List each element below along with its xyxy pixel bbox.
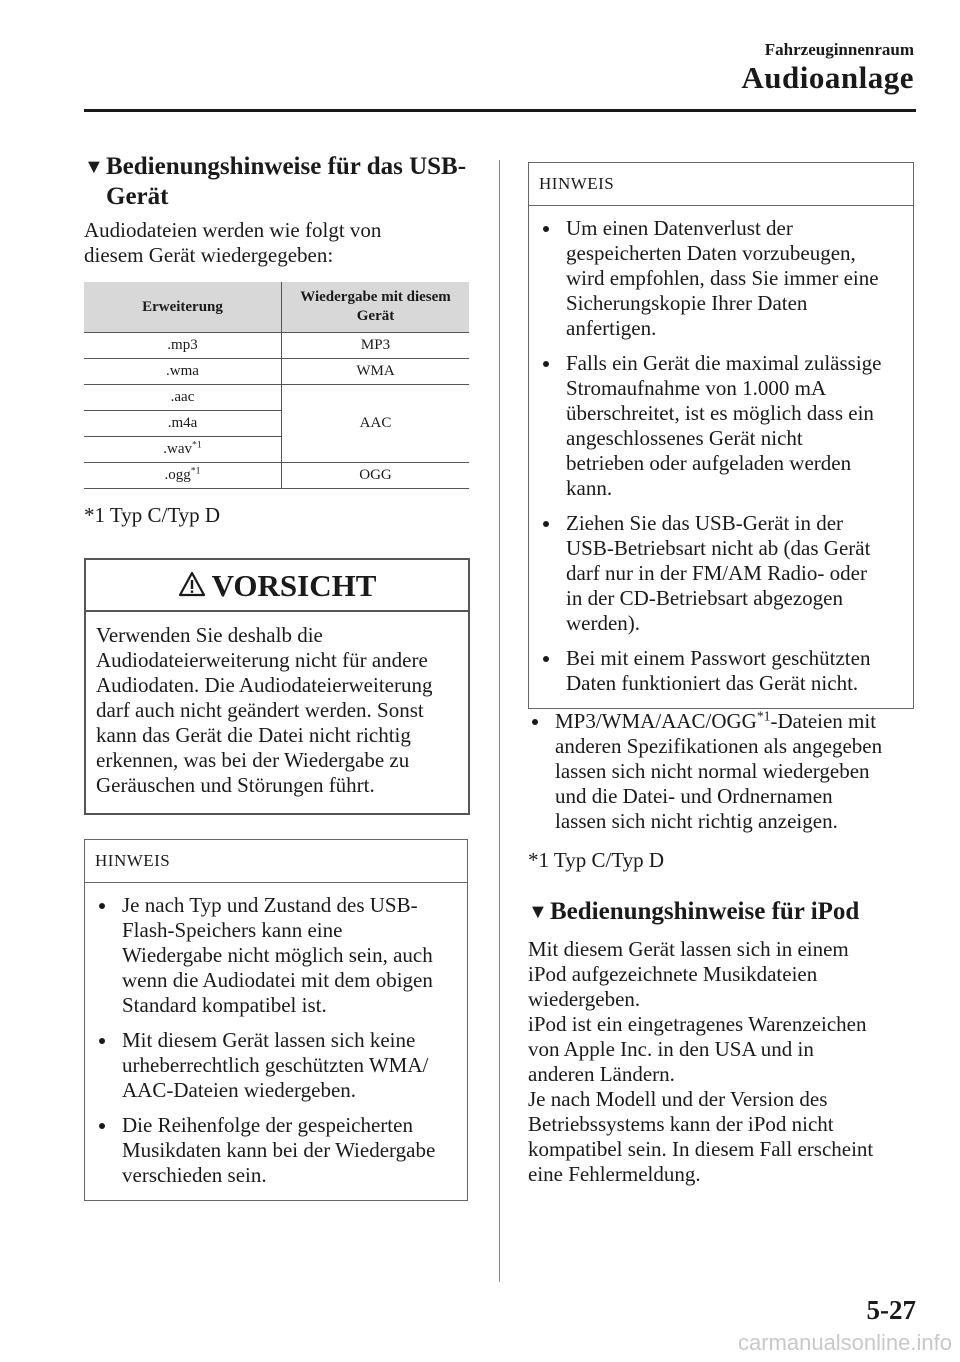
table-cell-extension: .wma (84, 359, 282, 385)
ipod-line: Je nach Modell und der Version des (528, 1087, 828, 1111)
list-item (539, 216, 905, 341)
table-cell-playback: WMA (282, 359, 470, 385)
table-cell-extension (84, 437, 282, 463)
note-line: urheberrechtlich geschützten WMA/ (122, 1053, 429, 1077)
page-title: Audioanlage (741, 60, 914, 95)
ipod-line: kompatibel sein. In diesem Fall erscheint (528, 1137, 874, 1161)
note-line: Wiedergabe nicht möglich sein, auch (122, 943, 433, 967)
column-divider (499, 160, 500, 1282)
ipod-line: Betriebssystems kann der iPod nicht (528, 1112, 834, 1136)
header-section-label: Fahrzeuginnenraum (764, 40, 914, 59)
bullet-dot-icon (543, 656, 549, 662)
col-header-extension: Erweiterung (84, 282, 282, 333)
bullet-dot-icon (532, 719, 538, 725)
note-line: anfertigen. (566, 316, 657, 340)
note-line: Stromaufnahme von 1.000 mA (566, 376, 827, 400)
list-item (95, 1113, 459, 1188)
footnote-marker: *1 (192, 439, 202, 451)
usb-intro-line: diesem Gerät wiedergegeben: (84, 243, 334, 267)
note-body (529, 206, 913, 708)
spec-line: lassen sich nicht normal wiedergeben (555, 759, 870, 783)
caution-line: Audiodateierweiterung nicht für andere (96, 648, 428, 672)
ipod-line: iPod aufgezeichnete Musikdateien (528, 962, 818, 986)
table-row (84, 333, 469, 359)
note-line: Um einen Datenverlust der (566, 216, 793, 240)
extension-text: .ogg (164, 467, 191, 483)
caution-line: Geräuschen und Störungen führt. (96, 773, 375, 797)
table-footnote: *1 Typ C/Typ D (84, 503, 221, 527)
spec-footnote: *1 Typ C/Typ D (528, 848, 665, 872)
caution-line: Verwenden Sie deshalb die (96, 623, 323, 647)
right-column (528, 162, 914, 1187)
bullet-dot-icon (543, 521, 549, 527)
note-line: Falls ein Gerät die maximal zulässige (566, 351, 882, 375)
note-line: USB-Betriebsart nicht ab (das Gerät (566, 536, 871, 560)
list-item (539, 511, 905, 636)
note-line: Sicherungskopie Ihrer Daten (566, 291, 808, 315)
note-line: verschieden sein. (122, 1163, 267, 1187)
list-item (95, 1028, 459, 1103)
ipod-section-heading (528, 897, 914, 927)
table-cell-playback: MP3 (282, 333, 470, 359)
bullet-dot-icon (99, 1038, 105, 1044)
note-box-left (84, 839, 468, 1201)
note-line: Musikdaten kann bei der Wiedergabe (122, 1138, 436, 1162)
note-line: werden). (566, 611, 641, 635)
note-line: Bei mit einem Passwort geschützten (566, 646, 871, 670)
table-cell-playback: OGG (282, 463, 470, 489)
spec-bullet-list (528, 709, 914, 834)
table-cell-playback: AAC (282, 385, 470, 463)
caution-line: erkennen, was bei der Wiedergabe zu (96, 748, 410, 772)
note-line: Mit diesem Gerät lassen sich keine (122, 1028, 416, 1052)
bullet-dot-icon (99, 1123, 105, 1129)
spec-line: anderen Spezifikationen als angegeben (555, 734, 883, 758)
triangle-bullet-icon: ▼ (84, 156, 104, 178)
note-title: HINWEIS (85, 840, 467, 883)
usb-intro-line: Audiodateien werden wie folgt von (84, 218, 382, 242)
list-item (95, 893, 459, 1018)
note-line: AAC-Dateien wiedergeben. (122, 1078, 357, 1102)
note-line: überschreitet, ist es möglich dass ein (566, 401, 874, 425)
caution-line: darf auch nicht geändert werden. Sonst (96, 698, 424, 722)
usb-section-heading (84, 152, 470, 212)
note-title: HINWEIS (529, 163, 913, 206)
caution-body (86, 612, 468, 813)
caution-line: Audiodaten. Die Audiodateierweiterung (96, 673, 433, 697)
spec-line: und die Datei- und Ordnernamen (555, 784, 833, 808)
ipod-line: wiedergeben. (528, 987, 641, 1011)
caution-title: VORSICHT (211, 568, 377, 603)
note-line: angeschlossenes Gerät nicht (566, 426, 803, 450)
list-item (539, 351, 905, 501)
col-header-playback (282, 282, 470, 333)
footnote-marker: *1 (190, 465, 201, 477)
ipod-heading-text: Bedienungshinweise für iPod (550, 898, 860, 925)
format-table (84, 282, 469, 489)
table-cell-extension (84, 463, 282, 489)
table-row (84, 359, 469, 385)
col-header-playback-line1: Wiedergabe mit diesem (300, 289, 451, 305)
ipod-line: anderen Ländern. (528, 1062, 675, 1086)
note-line: Standard kompatibel ist. (122, 993, 327, 1017)
note-line: Je nach Typ und Zustand des USB- (122, 893, 418, 917)
header-rule (84, 109, 916, 112)
col-header-playback-line2: Gerät (356, 308, 395, 324)
ipod-line: von Apple Inc. in den USA und in (528, 1037, 814, 1061)
table-cell-extension: .m4a (84, 411, 282, 437)
note-line: betrieben oder aufgeladen werden (566, 451, 852, 475)
usb-heading-line2: Gerät (106, 183, 169, 210)
bullet-dot-icon (543, 361, 549, 367)
caution-header (86, 560, 468, 612)
caution-box (84, 558, 470, 815)
footnote-marker: *1 (756, 708, 771, 724)
note-line: gespeicherten Daten vorzubeugen, (566, 241, 856, 265)
usb-intro (84, 218, 470, 268)
note-line: Daten funktioniert das Gerät nicht. (566, 671, 859, 695)
spec-line: lassen sich nicht richtig anzeigen. (555, 809, 838, 833)
ipod-line: iPod ist ein eingetragenes Warenzeichen (528, 1012, 867, 1036)
list-item (539, 646, 905, 696)
warning-triangle-icon (178, 561, 206, 613)
ipod-line: Mit diesem Gerät lassen sich in einem (528, 937, 849, 961)
note-line: kann. (566, 476, 613, 500)
note-line: Ziehen Sie das USB-Gerät in der (566, 511, 844, 535)
ipod-line: eine Fehlermeldung. (528, 1162, 701, 1186)
note-line: in der CD-Betriebsart abgezogen (566, 586, 843, 610)
note-line: wird empfohlen, dass Sie immer eine (566, 266, 879, 290)
spec-line: MP3/WMA/AAC/OGG (555, 709, 757, 733)
caution-line: kann das Gerät die Datei nicht richtig (96, 723, 411, 747)
note-line: Flash-Speichers kann eine (122, 918, 343, 942)
note-body (85, 883, 467, 1200)
table-cell-extension: .mp3 (84, 333, 282, 359)
table-cell-extension: .aac (84, 385, 282, 411)
list-item (528, 709, 914, 834)
left-column (84, 152, 470, 1201)
note-box-right (528, 162, 914, 709)
watermark: carmanualsonline.info (737, 1330, 952, 1355)
ipod-body (528, 937, 914, 1187)
triangle-bullet-icon: ▼ (528, 901, 548, 923)
note-line: darf nur in der FM/AM Radio- oder (566, 561, 867, 585)
note-line: Die Reihenfolge der gespeicherten (122, 1113, 413, 1137)
table-row (84, 385, 469, 411)
page-number: 5-27 (866, 1295, 916, 1325)
spec-line: -Dateien mit (770, 709, 877, 733)
format-table-header (84, 282, 469, 333)
usb-heading-line1: Bedienungshinweise für das USB- (106, 153, 467, 180)
note-line: wenn die Audiodatei mit dem obigen (122, 968, 433, 992)
table-row (84, 463, 469, 489)
bullet-dot-icon (99, 903, 105, 909)
bullet-dot-icon (543, 226, 549, 232)
extension-text: .wav (163, 441, 192, 457)
